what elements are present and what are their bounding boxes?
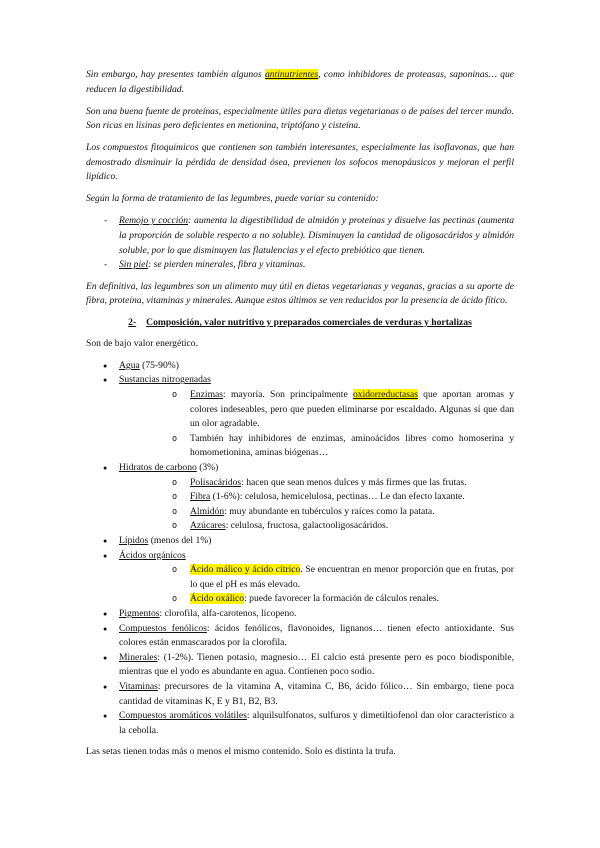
sublist [119,476,514,534]
text: que aportan aromas y colores indeseables, pero que pueden eliminarse por escaldado. Algunas sí que dan un olor agradable. [190,389,514,430]
composition-list [86,359,514,738]
list-item [86,214,514,258]
list-item [86,461,514,534]
section-heading [86,316,514,331]
list-item [119,505,514,520]
list-item [119,490,514,505]
list-item [86,258,514,273]
text: (1-6%): celulosa, hemicelulosa, pectinas… Le dan efecto laxante. [210,491,465,503]
list-item [86,680,514,709]
list-item [119,592,514,607]
list-item [86,622,514,651]
text: Sin embargo, hay presentes también algunos [86,69,265,80]
list-item [119,432,514,461]
term: Sustancias nitrogenadas [119,374,211,386]
list-item [86,534,514,549]
term: Sin piel [119,259,149,271]
text: : alquilsulfonatos, sulfuros y dimetiltiofenol dan olor característico a la cebolla. [119,710,514,736]
term: Ácidos orgánicos [119,549,186,561]
text: : aumenta la digestibilidad de almidón y proteínas y disuelve las pectinas (aumenta la proporción de soluble respecto a no soluble). Disminuyen la cantidad de oligosacáridos y almidón soluble, por lo que disminuyen las flatulencias y el efecto prebiótico que tienen. [119,215,514,256]
term: Agua [119,359,140,371]
text: : (1-2%). Tienen potasio, magnesio… El calcio está presente pero es poco biodisponible, mientras que el yodo es abundante en agua. Contienen poco sodio. [119,651,514,678]
list-item [86,549,514,607]
list-item [86,373,514,461]
document-page [86,68,514,767]
section-number: 2- [128,317,137,329]
text: , como inhibidores de proteasas, saponinas… que reducen la digestibilidad. [86,69,514,95]
paragraph-phytochemicals: Los compuestos fitoquímicos que contienen son también interesantes, especialmente las isoflavonas, que han demostrado disminuir la pérdida de densidad ósea, previenen los sofocos menopáusicos y mejoran el perfil lipídico. [86,142,514,183]
highlight-acido-oxalico: Ácido oxálico [190,593,245,605]
paragraph-energy: Son de bajo valor energético. [86,337,198,349]
list-item [86,607,514,622]
list-item [86,651,514,680]
paragraph-conclusion: En definitiva, las legumbres son un alimento muy útil en dietas vegetarianas y veganas, gracias a su aporte de fibra, proteína, vitaminas y minerales. Aunque estos últimos se ven reducidos por la presencia de ácido fítico. [86,280,514,307]
highlight-oxidorreductasas: oxidorreductasas [352,389,418,401]
term: Almidón [190,505,225,517]
list-item [119,519,514,534]
term: Remojo y cocción [119,215,189,227]
highlight-antinutrientes: antinutrientes [264,69,319,80]
text: También hay inhibidores de enzimas, aminoácidos libres como homoserina y homometionina, aminas biógenas… [190,432,514,459]
paragraph-mushrooms: Las setas tienen todas más o menos el mismo contenido. Solo es distinta la trufa. [86,746,396,758]
text: (3%) [196,462,219,473]
text: : clorofila, alfa-carotenos, licopeno. [159,607,297,619]
text: : mayoría. Son principalmente [223,389,353,401]
term: Azúcares [190,520,226,532]
treatment-list [86,214,514,272]
section-title: Composición, valor nutritivo y preparados comerciales de verduras y hortalizas [146,317,472,329]
list-item [119,563,514,592]
text: : muy abundante en tubérculos y raíces como la patata. [224,505,435,517]
term: Compuestos aromáticos volátiles [119,710,247,722]
sublist [119,563,514,607]
sublist [119,388,514,461]
text: . Se encuentran en menor proporción que en frutas, por lo que el pH es más elevado. [190,564,514,590]
list-item [119,476,514,491]
list-item [86,709,514,738]
term: Fibra [190,491,211,503]
paragraph-antinutrients [86,68,514,97]
text: (75-90%) [139,359,179,371]
text: : ácidos fenólicos, flavonoides, lignanos… tienen efecto antioxidante. Sus colores están enmascarados por la clorofila. [119,622,514,649]
term: Minerales [119,651,158,663]
list-item [86,359,514,374]
text: : celulosa, fructosa, galactooligosacáridos. [225,520,389,532]
term: Lípidos [119,534,149,546]
text: : puede favorecer la formación de cálculos renales. [244,593,440,605]
term: Hidratos de carbono [119,462,197,473]
text: : precursores de la vitamina A, vitamina C, B6, ácido fólico… Sin embargo, tiene poca cantidad de vitaminas K, E y B1, B2, B3. [119,680,514,707]
term: Vitaminas [119,680,158,692]
list-item [119,388,514,432]
term: Pigmentos [119,607,160,619]
paragraph-proteins: Son una buena fuente de proteínas, especialmente útiles para dietas vegetarianas o de países del tercer mundo. Son ricas en lisinas pero deficientes en metionina, triptófano y cisteína. [86,105,514,132]
text: : hacen que sean menos dulces y más firmes que las frutas. [241,476,467,488]
term: Enzimas [190,389,224,401]
text: : se pierden minerales, fibra y vitaminas. [148,259,306,271]
paragraph-treatment-intro: Según la forma de tratamiento de las legumbres, puede variar su contenido: [86,193,379,205]
term: Compuestos fenólicos [119,622,207,634]
highlight-acido-malico: Ácido málico y ácido cítrico [190,564,301,576]
term: Polisacáridos [190,476,242,488]
text: (menos del 1%) [148,534,212,546]
